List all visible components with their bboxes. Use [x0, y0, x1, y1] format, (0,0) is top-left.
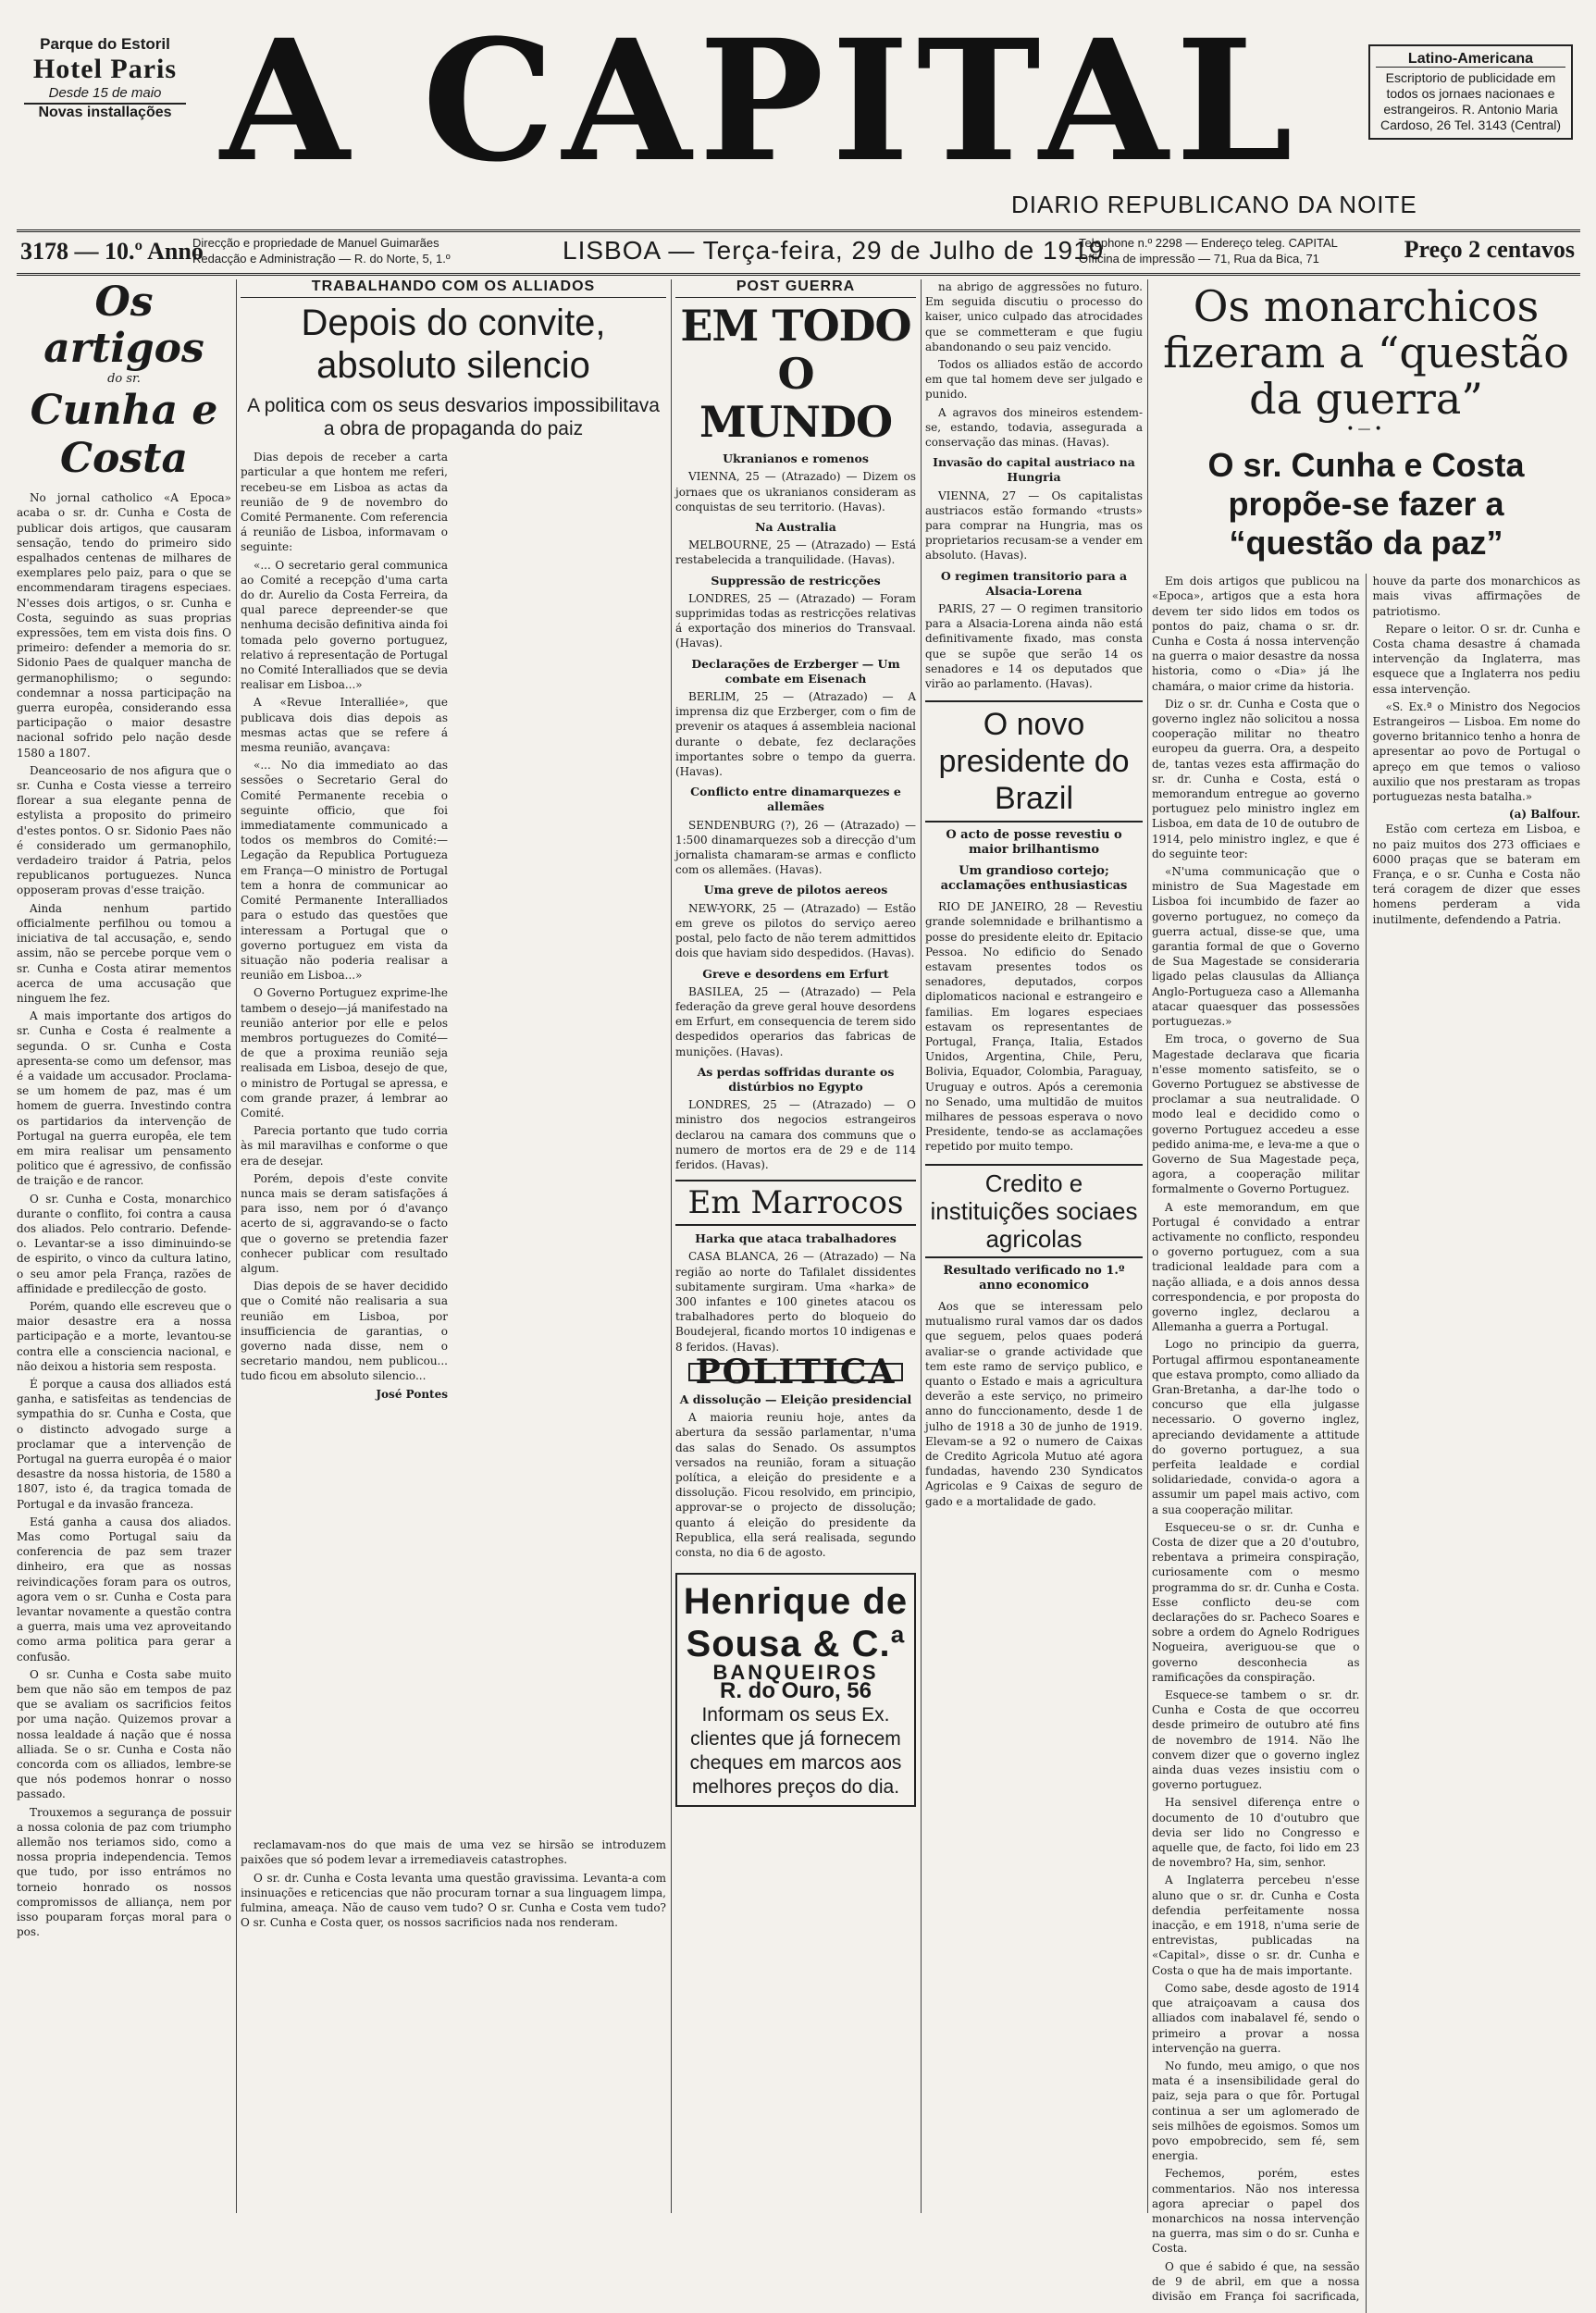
- news-subhead: As perdas soffridas durante os distúrbios no Egypto: [697, 1064, 895, 1094]
- morocco-headline: Em Marrocos: [675, 1180, 916, 1226]
- hotel-ad-name: Hotel Paris: [32, 54, 178, 84]
- politics-text: A maioria reuniu hoje, antes da abertura da sessão parlamentar, n'uma das salas do Senado. Os assumptos versados na reunião, foram a situação política, a eleição do presidente e a dissolução. Ficou resolvido, em principio, approvar-se o projecto de dissolução; quanto á eleição do presidente da Republica, ella será realisada, segundo consta, no dia 6 de agosto.: [675, 1411, 916, 1559]
- news-item: LONDRES, 25 — (Atrazado) — O ministro dos negocios estrangeiros declarou na camara dos communs que o numero de mortos era de 29 e de 114 feridos. (Havas).: [675, 1098, 916, 1171]
- hotel-ad: [24, 35, 186, 121]
- bank-address: R. do Ouro, 56: [719, 1678, 872, 1704]
- paragraph: Logo no principio da guerra, Portugal affirmou espontaneamente que estava prompto, como alliado da Gran-Bretanha, a dar-lhe todo o concurso que ella julgasse necessario. O governo inglez, apreciando devidamente a attitude do governo portuguez, a sua perfeita lealdade e cordial solidariedade, convida-o agora a assumir um papel mais activo, com a sua cooperação militar.: [1152, 1338, 1360, 1516]
- paragraph: «S. Ex.ª o Ministro dos Negocios Estrangeiros — Lisboa. Em nome do governo britannico tenho a honra de apresentar ao povo de Portugal o apreço em que temos o valioso auxilio que nos prestaram as tropas portuguezas nesta batalha.»: [1372, 699, 1580, 804]
- article-signature: José Pontes: [376, 1387, 448, 1401]
- column-rule: [671, 279, 672, 2213]
- paragraph: O sr. dr. Cunha e Costa levanta uma questão gravissima. Levanta-a com insinuações e reticencias que não procuram tornar a sua linguagem limpa, fulmina, ameaça. Não de causo vem tudo? O sr. Cunha e Costa vem tudo? O sr. Cunha e Costa quer, os nossos sacrificios nada nos renderam.: [241, 1871, 666, 1930]
- paragraph: O sr. Cunha e Costa sabe muito bem que não são em tempos de paz que se avaliam os sacrificios feitos por uma nação. Quizemos provar a nossa lealdade á nação que é nossa alliada. Se o sr. Cunha e Costa não concorda com os alliados, lembre-se que nós podemos honrar o nosso passado.: [17, 1667, 231, 1801]
- article-kicker: TRABALHANDO COM OS ALLIADOS: [241, 279, 666, 298]
- politics-headline: POLITICA: [688, 1363, 904, 1381]
- news-item: BASILEA, 25 — (Atrazado) — Pela federação da greve geral houve desordens em Erfurt, em consequencia de terem sido despedidos operarios das fabricas de munições. (Havas).: [675, 984, 916, 1058]
- column-rule: [921, 279, 922, 2213]
- paragraph: Fechemos, porém, estes commentarios. Não nos interessa agora apreciar o papel dos monarchicos na nossa intervenção na guerra, mas sim o do sr. Cunha e Costa.: [1152, 2167, 1360, 2256]
- news-subhead: Harka que ataca trabalhadores: [695, 1231, 897, 1246]
- column-world-news: [925, 279, 1143, 2213]
- paragraph: A este memorandum, em que Portugal é convidado a entrar activamente no conflicto, respondeu o governo portuguez, com a sua tradicional lealdade para com a nação alliada, e a dois annos dessa correspondencia, e por proposta do governo inglez, declarou a Allemanha a guerra a Portugal.: [1152, 1200, 1360, 1334]
- article-signature: (a) Balfour.: [1508, 808, 1580, 822]
- paragraph: Dias depois de se haver decidido que o Comité não realisaria a sua reunião em Lisboa, por insufficiencia de garantias, o governo nada disse, nem o secretario mandou, nem publicou... tudo ficou em absoluto silencio...: [241, 1280, 448, 1383]
- paragraph: Parecia portanto que tudo corria às mil maravilhas e conforme o que era de desejar.: [241, 1124, 448, 1168]
- lead-headline: Os monarchicos fizeram a “questão da guerra”: [1163, 281, 1569, 424]
- bank-ad: [675, 1573, 916, 1806]
- column-allies-article: [241, 279, 666, 2213]
- paragraph: Como sabe, desde agosto de 1914 que atraiçoavam a causa dos alliados com inabalavel fé, sendo o primeiro a provar a nossa intervenção na guerra.: [1152, 1981, 1360, 2055]
- news-subhead: Conflicto entre dinamarquezes e allemães: [690, 785, 901, 814]
- news-item: SENDENBURG (?), 26 — (Atrazado) — 1:500 dinamarquezes sob a direcção d'um jornalista chamaram-se armas e conflicto com os allemães. (Havas).: [675, 818, 916, 877]
- hotel-ad-line3: Desde 15 de maio: [48, 85, 162, 101]
- paragraph: Está ganha a causa dos aliados. Mas como Portugal saiu da conferencia de paz sem trazer dinheiro, era que as nossas reivindicações foram para os outros, agora vem o sr. Cunha e Costa para levantar novamente a questão contra a guerra, mais uma vez aproveitando como arma politica para gerar a confusão.: [17, 1515, 231, 1664]
- column-rule: [236, 279, 237, 2213]
- news-subhead: Greve e desordens em Erfurt: [702, 966, 889, 981]
- hotel-ad-line4: Novas installações: [24, 103, 186, 121]
- column-cunha-costa-articles: [17, 279, 231, 2213]
- paragraph: Porém, quando elle escreveu que o maior desastre era a nossa participação e a morte, levantou-se contra elle a consciencia nacional, e não deixou a historia sem resposta.: [17, 1299, 231, 1373]
- paragraph: No jornal catholico «A Epoca» acaba o sr. dr. Cunha e Costa de publicar dois artigos, que causaram sensação, tendo do primeiro sido espalhados centenas de milhares de exemplares pelo paiz, para o que se encommendaram tiragens especiaes. N'esses dois artigos, o sr. Cunha e Costa, seguindo as suas proprias expressões, tem em vista dois fins. O primeiro: defender a memoria do sr. Sidonio Paes de qualquer mancha de germanophilismo; o segundo: condemnar a nossa participação na guerra europêa, considerando essa participação o maior desastre nacional sofrido pelo nação desde 1580 a 1807.: [17, 491, 231, 760]
- paragraph: Estão com certeza em Lisboa, e no paiz muitos dos 273 officiaes e 6000 praças que se bateram em França, e o sr. Cunha e Costa não terá coragem de dizer que esses homens perderam a vida inutilmente, defendendo a Patria.: [1372, 823, 1580, 926]
- news-subhead: O regimen transitorio para a Alsacia-Lorena: [940, 568, 1128, 598]
- news-subhead: Uma greve de pilotos aereos: [703, 883, 888, 897]
- paragraph: «... O secretario geral communica ao Comité a recepção d'uma carta do dr. Aurelio da Costa Ferreira, da qual parece depreender-se que nenhuma decisão definitiva ainda foi tomada pelo governo portuguez, relativo á representação de Portugal no Comité Interalliados que se devia realisar em Lisboa...»: [241, 558, 448, 692]
- article-title-line2: do sr.: [107, 372, 141, 386]
- bank-text: Informam os seus Ex. clientes que já fornecem cheques em marcos aos melhores preços do dia.: [689, 1703, 902, 1798]
- issue-price: Preço 2 centavos: [1404, 236, 1575, 263]
- news-item: MELBOURNE, 25 — (Atrazado) — Está restabelecida a tranquilidade. (Havas).: [675, 538, 916, 567]
- paragraph: Diz o sr. dr. Cunha e Costa que o governo inglez não solicitou a nossa cooperação militar no theatro europeu da guerra. Ora, a despeito de, tantas vezes esta affirmação do sr. dr. Cunha e Costa, está o memorandum entregue ao governo portuguez pelo ministro inglez em Lisboa, em data de 10 de outubro de 1914, pelo ministro inglez, e que é do seguinte teor:: [1152, 697, 1360, 860]
- news-subhead: Na Australia: [755, 520, 836, 535]
- paragraph: Em troca, o governo de Sua Magestade declarava que ficaria n'esse momento satisfeito, se o Governo Portuguez se abstivesse de proclamar a sua neutralidade. O modo leal e decidido como o governo Portuguez accedeu a esse pedido anima-me, e leva-me a que o Governo de Sua Magestade peça, agora, a cooperação militar formalmente o Governo Portuguez.: [1152, 1033, 1360, 1196]
- masthead: [17, 4, 1580, 245]
- paragraph: É porque a causa dos alliados está ganha, e satisfeitas as tendencias de sympathia do sr. Cunha e Costa, que o distincto advogado surge a proclamar que a intervenção de Portugal na guerra europêa é o maior desastre da nossa historia, de 1580 a 1807, isto é, da tragica tomada de Portugal e da invasão franceza.: [17, 1377, 231, 1511]
- paragraph: Esquece-se tambem o sr. dr. Cunha e Costa de que occorreu desde primeiro de outubro até fins de novembro de 1914. Não lhe convem dizer que o governo inglez ainda duas vezes insistiu com o governo portuguez.: [1152, 1688, 1360, 1792]
- news-item: VIENNA, 25 — (Atrazado) — Dizem os jornaes que os ukranianos consideram as conquistas de seu territorio. (Havas).: [675, 470, 916, 513]
- credit-deck: Resultado verificado no 1.º anno economico: [943, 1263, 1125, 1293]
- paragraph: O que é sabido é que, na sessão de 9 de abril, em que a nossa divisão em França foi sacrificada, houve da parte dos monarchicos as mais vivas affirmações de patriotismo.: [1152, 575, 1580, 2303]
- news-subhead: Ukranianos e romenos: [723, 451, 869, 466]
- paragraph: Porém, depois d'este convite nunca mais se deram satisfações á para isso, nem por ó d'avanço acerto de si, aggravando-se o facto que o governo se pretendia fazer conhecer publicar com resultado algum.: [241, 1171, 448, 1275]
- paragraph: A mais importante dos artigos do sr. Cunha e Costa é realmente a segunda. O sr. Cunha e Costa apresenta-se como um defensor, mas é a vaidade um accusador. Proclama-se um homem de paz, mas é um homem de guerra. Investindo contra os partidarios da intervenção de Portugal na guerra europêa, ele tem em mira realisar um pensamento politico que é agressivo, de confissão de traição e de rancor.: [17, 1009, 231, 1188]
- separator: •—•: [1346, 422, 1386, 437]
- column-monarchists: [1152, 279, 1580, 2303]
- section-title: EM TODO O MUNDO: [680, 301, 911, 448]
- credit-headline: Credito e instituições sociaes agricolas: [925, 1164, 1143, 1258]
- issue-date: LISBOA — Terça-feira, 29 de Julho de 1919: [563, 236, 1105, 265]
- hotel-ad-line1: Parque do Estoril: [40, 35, 170, 53]
- agency-ad: [1368, 44, 1573, 140]
- lead-subheadline: O sr. Cunha e Costa propõe-se fazer a “questão da paz”: [1207, 446, 1525, 563]
- agency-ad-title: Latino-Americana: [1376, 51, 1565, 68]
- article-body: [241, 450, 666, 1837]
- paragraph: na abrigo de aggressões no futuro. Em seguida discutiu o processo do kaiser, unico culpado das atrocidades que se commetteram e que fugiu abandonando o seu paiz vencido.: [925, 280, 1143, 353]
- news-item: BERLIM, 25 — (Atrazado) — A imprensa diz que Erzberger, com o fim de prevenir os ataques á assembleia nacional durante o debate, fez declarações importantes sobre o tempo da guerra. (Havas).: [675, 690, 916, 779]
- address-line: Redacção e Administração — R. do Norte, 5, 1.º: [192, 252, 451, 266]
- news-subhead: Invasão do capital austriaco na Hungria: [933, 455, 1135, 485]
- issue-number: 3178 — 10.º Anno: [20, 238, 204, 265]
- column-post-war: [675, 279, 916, 2213]
- news-item: NEW-YORK, 25 — (Atrazado) — Estão em greve os pilotos do serviço aereo postal, pelo facto de não terem admittidos dois que haviam sido despedidos. (Havas).: [675, 901, 916, 960]
- brazil-body: RIO DE JANEIRO, 28 — Revestiu grande solemnidade e brilhantismo a posse do presidente eleito dr. Epitacio Pessoa. No edificio do Senado estavam presentes todos os senadores, deputados, corpos diplomaticos nacional e estrangeiro e familias. Em logares especiaes estavam os representantes de Portugal, França, Italia, Estados Unidos, Argentina, Chile, Peru, Bolivia, Equador, Colombia, Paraguay, Uruguay e outros. Após a ceremonia no Senado, uma multidão de muitos milhares de pessoas esperava o novo Presidente, tendo-se as acclamações repetido por muito tempo.: [925, 900, 1143, 1154]
- info-bar: [17, 229, 1580, 276]
- paragraph: Repare o leitor. O sr. dr. Cunha e Costa chama desastre á chamada intervenção da Inglaterra, mas esquece que a Inglaterra nos pediu essa intervenção.: [1372, 622, 1580, 696]
- article-title-line1: Os artigos: [43, 278, 204, 372]
- section-kicker: POST GUERRA: [675, 279, 916, 298]
- paragraph: No fundo, meu amigo, o que nos mata é a insensibilidade geral do paiz, seja para o que fôr. Portugal continua a ser um aglomerado de seis milhões de egoismos. Somos um povo empobrecido, sem fé, sem energia.: [1152, 2059, 1360, 2163]
- paragraph: A «Revue Interalliée», que publicava dois dias depois as mesmas actas que se refere á mesma reunião, avançava:: [241, 696, 448, 755]
- article-headline: Depois do convite, absoluto silencio: [301, 303, 606, 387]
- paragraph: «N'uma communicação que o ministro de Sua Magestade em Lisboa foi incumbido de fazer ao governo portuguez, no começo da guerra actual, disse-se que, uma garantia formal de que o Governo de Sua Magestade se consideraria ligado pelas clausulas da Alliança Anglo-Portugueza caso a Allemanha atacar quaesquer das possessões portuguezas.»: [1152, 865, 1360, 1029]
- direction-line: Direcção e propriedade de Manuel Guimarães: [192, 236, 439, 250]
- brazil-headline: O novo presidente do Brazil: [925, 700, 1143, 823]
- news-item: PARIS, 27 — O regimen transitorio para a Alsacia-Lorena ainda não está definitivamente fixado, mas consta que se supõe que serão 14 os senadores e 14 os deputados que virão ao parlamento. (Havas).: [925, 602, 1143, 691]
- credit-body: Aos que se interessam pelo mutualismo rural vamos dar os dados que seguem, pelos quaes poderá avaliar-se o grande actividade que tem este ramo de serviço publico, e quanto o Estado e mais a agricultura deverão a este serviço, no primeiro anno do funccionamento, desde 1 de julho de 1918 a 30 de junho de 1919. Elevam-se a 92 o numero de Caixas de Credito Agricola Mutuo até agora fundadas, havendo 230 Syndicatos Agricolas e 9 Caixas de seguro de gado e a mortalidade de gado.: [925, 1299, 1143, 1508]
- bank-name: Henrique de Sousa & C.ª: [683, 1581, 909, 1665]
- newspaper-title: A CAPITAL: [220, 4, 1301, 199]
- paragraph: Ha sensivel diferença entre o documento de 10 d'outubro que devia ser lido no Congresso e aquelle que, de facto, foi lido em 23 de novembro? Ha, sim, senhor.: [1152, 1796, 1360, 1870]
- paragraph: Ainda nenhum partido officialmente perfilhou ou tomou a iniciativa de tal accusação, e, sendo assim, não se percebe porque vem o sr. Cunha e Costa atirar mementos acerca de uma accusação que ninguem lhe fez.: [17, 901, 231, 1005]
- brazil-deck: O acto de posse revestiu o maior brilhantismo: [946, 828, 1122, 858]
- paragraph: reclamavam-nos do que mais de uma vez se hirsão se introduzem paixões que só podem levar a irremediaveis catastrophes.: [241, 1838, 666, 1867]
- article-title-line3: Cunha e Costa: [30, 387, 218, 483]
- paragraph: Todos os alliados estão de accordo em que tal homem deve ser julgado e punido.: [925, 358, 1143, 402]
- news-subhead: Suppressão de restricções: [711, 573, 881, 588]
- direction-info: [192, 235, 451, 266]
- agency-ad-body: Escriptorio de publicidade em todos os jornaes nacionaes e estrangeiros. R. Antonio Maria Cardoso, 26 Tel. 3143 (Central): [1379, 70, 1562, 132]
- paragraph: Deanceosario de nos afigura que o sr. Cunha e Costa viesse a terreiro florear a sua elegante penna de estylista a proposito do primeiro d'estes pontos. O sr. Sidonio Paes não é considerado um germanophilo, verdadeiro traidor á Patria, pelos republicanos portuguezes. Nunca opposeram provas d'esse traição.: [17, 763, 231, 897]
- bank-trade: BANQUEIROS: [712, 1661, 879, 1685]
- news-item: VIENNA, 27 — Os capitalistas austriacos estão formando «trusts» para comprar na Hungria, mas os proprietarios recusam-se a vender em absoluto. (Havas).: [925, 489, 1143, 563]
- news-item: CASA BLANCA, 26 — (Atrazado) — Na região ao norte do Tafilalet dissidentes subitamente surgiram. Uma «harka» de 300 infantes e 100 ginetes atacou os trabalhadores perto do bloqueio do Boudejeral, ficando mortos 10 indigenas e 8 feridos. (Havas).: [675, 1250, 916, 1354]
- paragraph: Em dois artigos que publicou na «Epoca», artigos que a esta hora devem ter sido lidos em todos os pontos do paiz, chama o sr. dr. Cunha e Costa á nossa intervenção na guerra o maior desastre da nossa historia, como o «Dia» já lhe chamára, o maior crime da historia.: [1152, 575, 1360, 693]
- telephone-line: Telephone n.º 2298 — Endereço teleg. CAPITAL: [1079, 236, 1338, 250]
- paragraph: Dias depois de receber a carta particular a que hontem me referi, recebeu-se em Lisboa as actas da reunião de 9 de novembro do Comité Permanente. Com referencia á reunião de Lisboa, informavam o seguinte:: [241, 451, 448, 554]
- office-line: Officina de impressão — 71, Rua da Bica, 71: [1079, 252, 1319, 266]
- column-rule: [1147, 279, 1148, 2213]
- paragraph: Esqueceu-se o sr. dr. Cunha e Costa de dizer que a 20 d'outubro, rebentava a primeira conspiração, curiosamente com o mesmo programma do sr. dr. Cunha e Costa. Esse conflicto deu-se com declarações do sr. Pacheco Soares e sobre a ordem do Agnelo Rodrigues Nogueira, averiguou-se que o governo desconhecia as ramificações da conspiração.: [1152, 1520, 1360, 1684]
- paragraph: A agravos dos mineiros estendem-se, estando, todavia, assegurada a conservação das minas. (Havas).: [925, 405, 1143, 450]
- paragraph: Trouxemos a segurança de possuir a nossa colonia de paz com triumpho allemão nos teriamos sido, como a nossa propria independencia. Temos que tudo, por isso entrámos no torneio honrado os nossos compromissos de alliança, nem por isso pouparam forças moral para o pos.: [17, 1805, 231, 1939]
- paragraph: «... No dia immediato ao das sessões o Secretario Geral do Comité Permanente recebia o seguinte officio, que foi immediatamente communicado a todos os membros do Comité:—Legação da Republica Portugueza em França—O ministro de Portugal tem a honra de communicar ao Comité Permanente Interalliados para o estudo das questões que interessam a Portugal que o governo portuguez em vista da situação não poderia realisar a reunião em Lisboa...»: [241, 759, 448, 983]
- lead-article-body: [1152, 574, 1580, 2313]
- news-item: LONDRES, 25 — (Atrazado) — Foram supprimidas todas as restricções relativas á exportação dos minerios do Transvaal. (Havas).: [675, 591, 916, 650]
- politics-subhead: A dissolução — Eleição presidencial: [679, 1392, 912, 1406]
- contact-info: [1079, 235, 1338, 266]
- paragraph: O Governo Portuguez exprime-lhe tambem o desejo—já manifestado na reunião anterior por elle e pelos membros portuguezes do Comité—de que a proxima reunião seja realisada em Lisboa, desejo de que, o ministro de Portugal se apressa, e com grande prazer, á lembrar ao Comité.: [241, 986, 448, 1119]
- newspaper-page: [17, 4, 1580, 2303]
- paragraph: A Inglaterra percebeu n'esse aluno que o sr. dr. Cunha e Costa defendia perfeitamente nossa inacção, e em 1918, n'uma serie de entrevistas, publicadas na «Capital», disse o sr. dr. Cunha e Costa o que ha de mais importante.: [1152, 1874, 1360, 1977]
- news-subhead: Declarações de Erzberger — Um combate em Eisenach: [691, 656, 900, 686]
- newspaper-subtitle: DIARIO REPUBLICANO DA NOITE: [1011, 191, 1417, 218]
- brazil-deck2: Um grandioso cortejo; acclamações enthusiasticas: [940, 863, 1128, 893]
- article-deck: A politica com os seus desvarios impossibilitava a obra de propaganda do paiz: [247, 395, 660, 440]
- paragraph: O sr. Cunha e Costa, monarchico durante o conflito, foi contra a causa dos aliados. Pelo contrario. Defende-o. Levantar-se a isso diminuindo-se de espirito, o vinco da cultura latino, o seu amor pela França, razões de affinidade e predilecção de gosto.: [17, 1192, 231, 1295]
